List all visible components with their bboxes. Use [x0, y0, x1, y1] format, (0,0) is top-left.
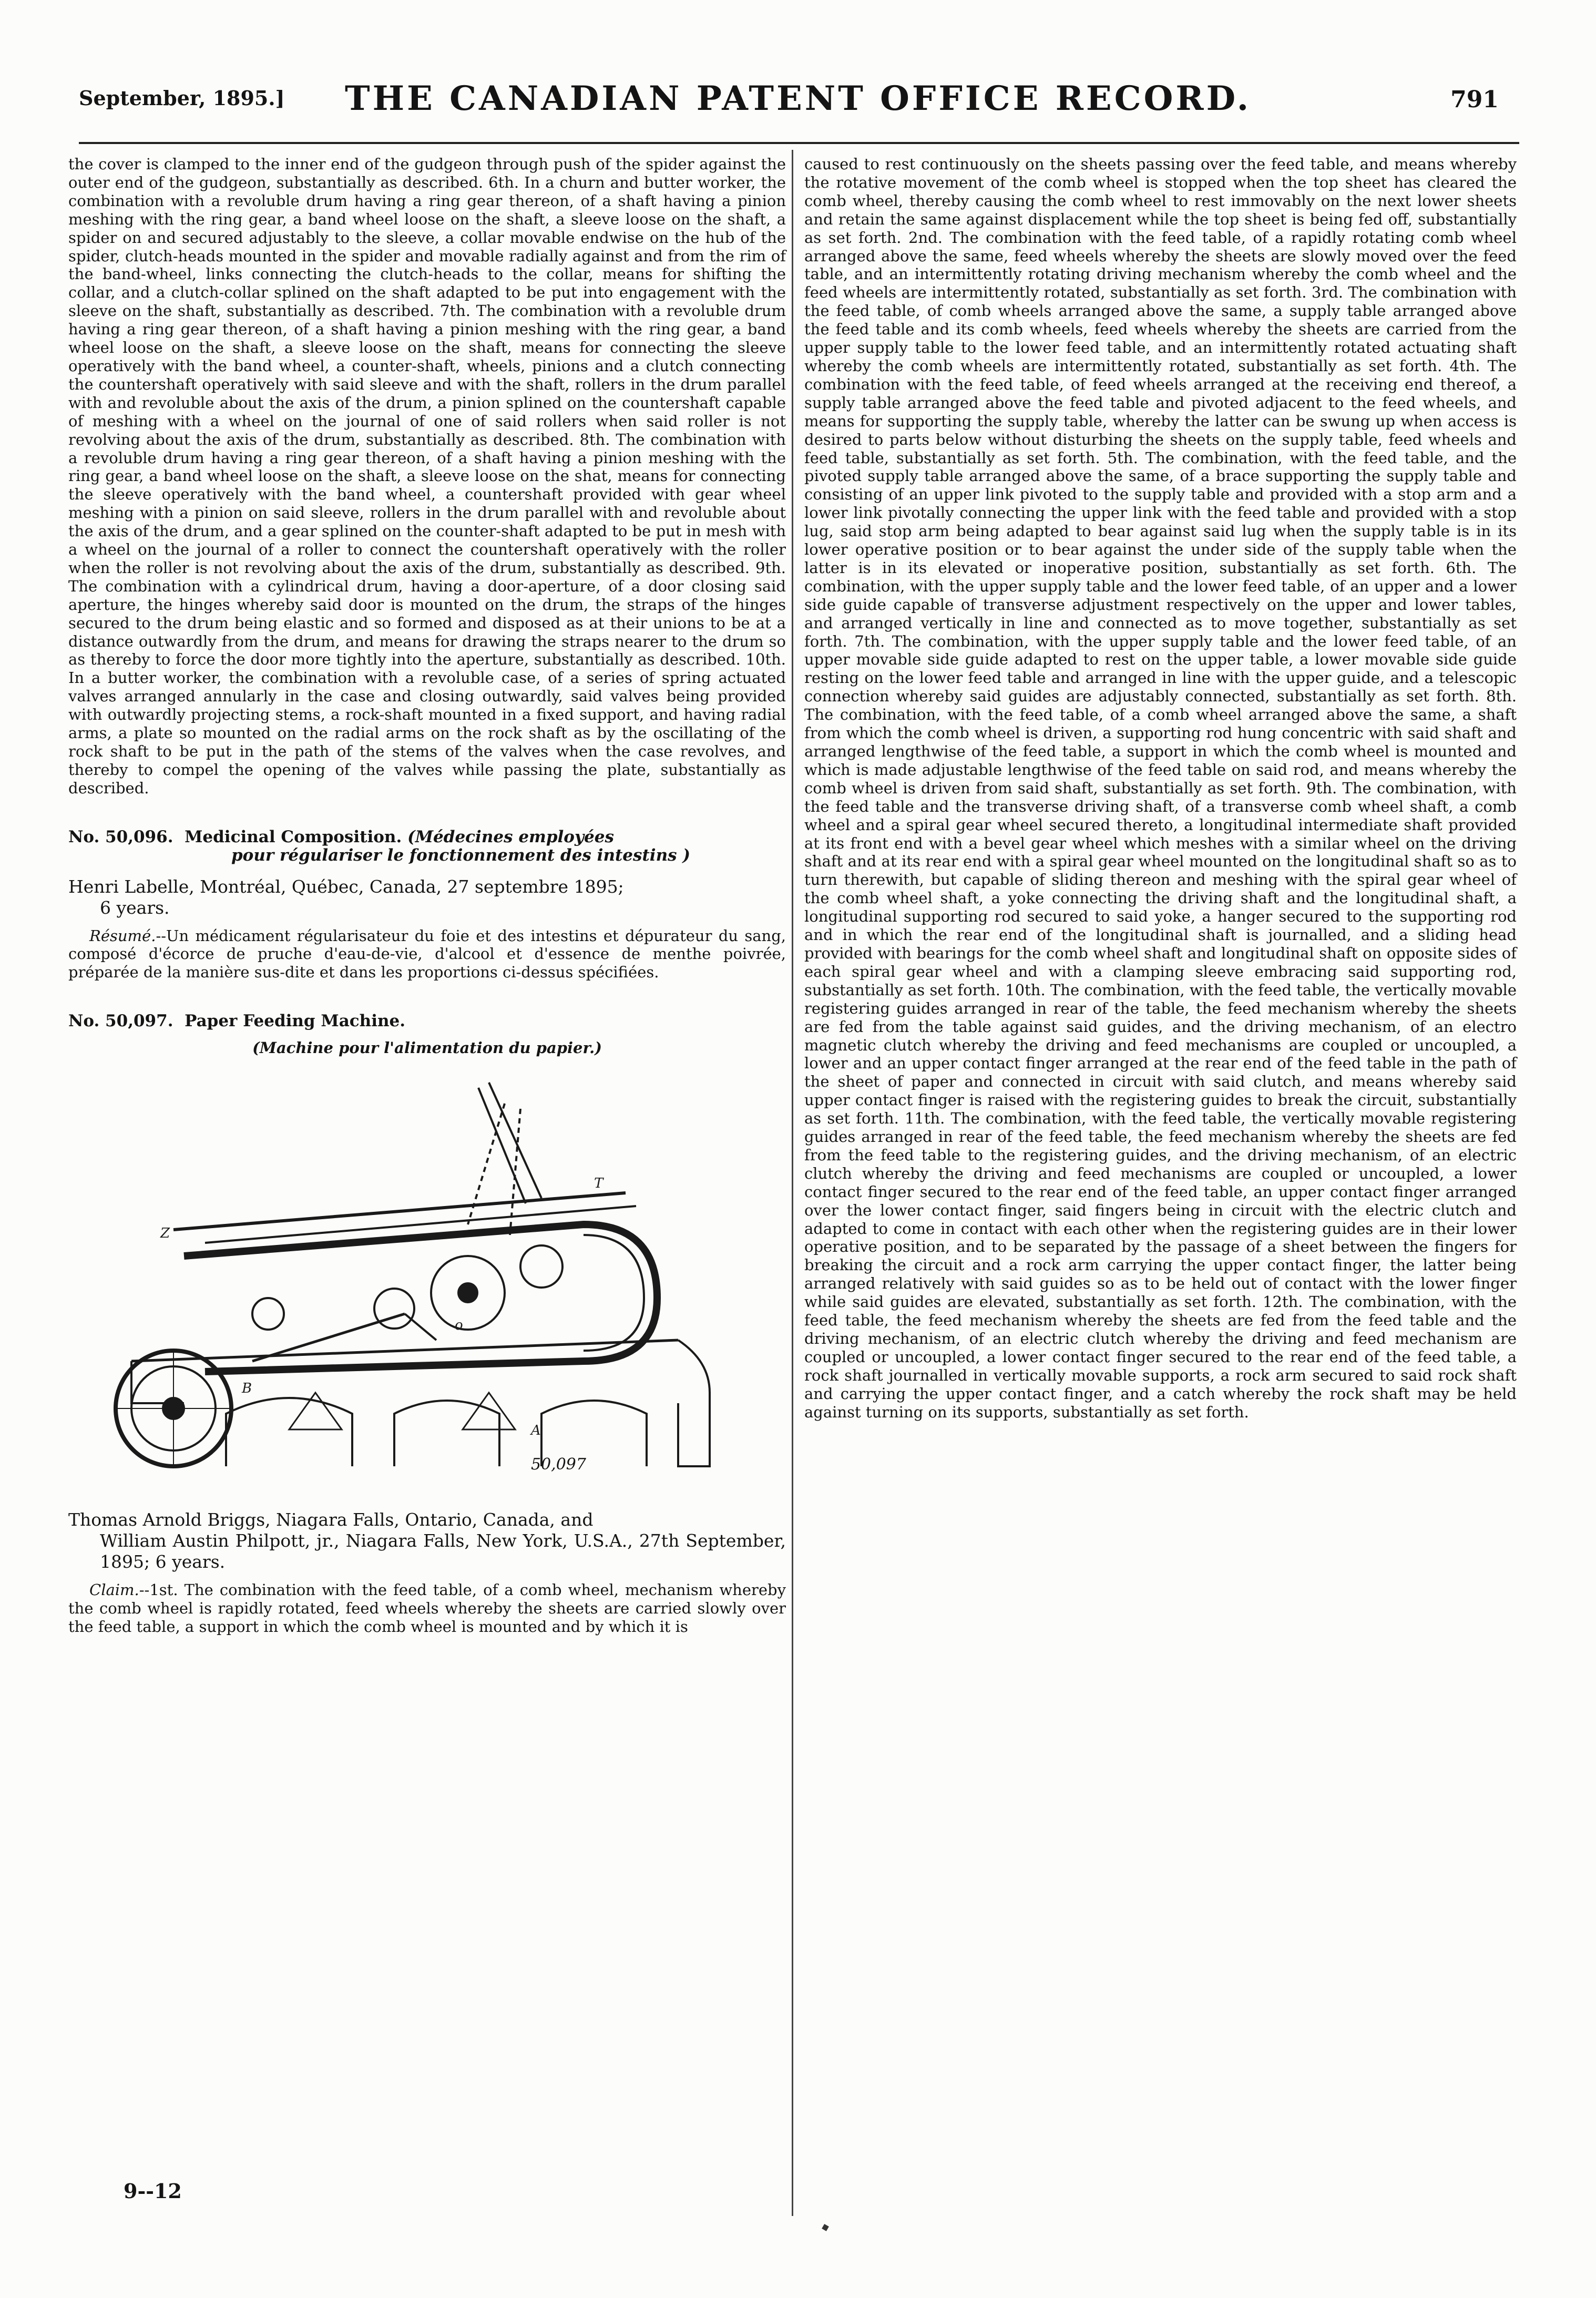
paper-feeding-machine-illustration [68, 1067, 786, 1498]
claim-label: Claim. [89, 1581, 139, 1599]
inventor-continuation: William Austin Philpott, jr., Niagara Falls, New York, U.S.A., 27th September, 1895; 6 years. [100, 1530, 786, 1572]
signature-mark: 9--12 [124, 2179, 182, 2203]
french-title: (Machine pour l'alimentation du papier.) [252, 1039, 602, 1057]
resume-text: --Un médicament régularisateur du foie et des intestins et dépurateur du sang, composé d'écorce de pruche d'eau-de-vie, d'alcool et d'essence de menthe poivrée, préparée de la manière sus-dite et dans les proportions ci-dessus spécifiées. [68, 926, 786, 982]
figure-number: 50,097 [531, 1455, 586, 1474]
column-divider [792, 150, 793, 2216]
header-rule [79, 142, 1519, 144]
issue-date: September, 1895.] [79, 86, 285, 110]
svg-text:T: T [594, 1176, 603, 1192]
svg-text:B: B [242, 1381, 252, 1397]
claim-text: --1st. The combination with the feed table, of a comb wheel, mechanism whereby the comb wheel is rapidly rotated, feed wheels whereby the sheets are carried slowly over the feed table, a support in which the comb wheel is mounted and by which it is [68, 1581, 786, 1636]
svg-text:o: o [455, 1317, 463, 1334]
continued-claims-text: the cover is clamped to the inner end of the gudgeon through push of the spider against the outer end of the gudgeon, substantially as described. 6th. In a churn and butter worker, the combination with a revoluble drum having a ring gear thereon, of a shaft having a pinion meshing with the ring gear, a band wheel loose on the shaft, a sleeve loose on the shaft, a spider on and secured adjustably to the sleeve, a collar movable endwise on the hub of the spider, clutch-heads mounted in the spider and movable radially against and from the rim of the band-wheel, links connecting the clutch-heads to the collar, means for shifting the collar, and a clutch-collar splined on the shaft adapted to be put into engagement with the sleeve on the shaft, substantially as described. 7th. The combination with a revoluble drum having a ring gear thereon, of a shaft having a pinion meshing with the ring gear, a band wheel loose on the shaft, a sleeve loose on the shaft, means for connecting the sleeve operatively with the band wheel, a counter-shaft, wheels, pinions and a clutch connecting the countershaft operatively with said sleeve and with the shaft, rollers in the drum parallel with and revoluble about the axis of the drum, a pinion splined on the countershaft capable of meshing with a wheel on the journal of one of said rollers when said roller is not revolving about the axis of the drum, substantially as described. 8th. The combination with a revoluble drum having a ring gear thereon, of a shaft having a pinion meshing with the ring gear, a band wheel loose on the shaft, a sleeve loose on the shat, means for connecting the sleeve operatively with the band wheel, a countershaft provided with gear wheel meshing with a pinion on said sleeve, rollers in the drum parallel with and revoluble about the axis of the drum, and a gear splined on the counter-shaft adapted to be put in mesh with a wheel on the journal of a roller to connect the countershaft operatively with the roller when the roller is not revolving about the axis of the drum, substantially as described. 9th. The combination with a cylindrical drum, having a door-aperture, of a door closing said aperture, the hinges whereby said door is mounted on the drum, the straps of the hinges secured to the drum being elastic and so formed and disposed as at their unions to be at a distance outwardly from the drum, and means for drawing the straps nearer to the drum so as thereby to force the door more tightly into the aperture, substantially as described. 10th. In a butter worker, the combination with a revoluble case, of a series of spring actuated valves arranged annularly in the case and closing outwardly, said valves being provided with outwardly projecting stems, a rock-shaft mounted in a fixed support, and having radial arms, a plate so mounted on the radial arms on the rock shaft as by the oscillating of the rock shaft to be put in the path of the stems of the valves when the case revolves, and thereby to compel the opening of the valves while passing the plate, substantially as described. [68, 155, 786, 797]
french-title: (Médecines employées [407, 827, 614, 846]
left-column [68, 155, 786, 1636]
inventor-text: Thomas Arnold Briggs, Niagara Falls, Ontario, Canada, and [68, 1509, 594, 1530]
resume-paragraph [68, 927, 786, 982]
inventor-line [68, 1509, 786, 1572]
page-number: 791 [1450, 86, 1499, 113]
patent-number: No. 50,096. [68, 827, 173, 846]
resume-label: Résumé. [89, 926, 156, 945]
inventor-text: Henri Labelle, Montréal, Québec, Canada, 27 septembre 1895; [68, 876, 624, 897]
printer-mark [822, 2224, 829, 2231]
patent-entry-50096-heading [68, 828, 786, 865]
patent-drawing [68, 1067, 786, 1498]
svg-text:A: A [531, 1423, 541, 1439]
claims-continuation-text: caused to rest continuously on the sheets passing over the feed table, and means whereby the rotative movement of the comb wheel is stopped when the top sheet has cleared the comb wheel, thereby causing the comb wheel to rest immovably on the next lower sheets and retain the same against displacement while the top sheet is being fed off, substantially as set forth. 2nd. The combination with the feed table, of a rapidly rotating comb wheel arranged above the same, feed wheels whereby the sheets are slowly moved over the feed table, and an intermittently rotating driving mechanism whereby the comb wheel and the feed wheels are intermittently rotated, substantially as set forth. 3rd. The combination with the feed table, of comb wheels arranged above the same, a supply table arranged above the feed table and its comb wheels, feed wheels whereby the sheets are carried from the upper supply table to the lower feed table, and an intermittently rotated actuating shaft whereby the comb wheels are intermittently rotated, substantially as set forth. 4th. The combination with the feed table, of feed wheels arranged at the receiving end thereof, a supply table arranged above the feed table and pivoted adjacent to the feed wheels, and means for supporting the supply table, whereby the latter can be swung up when access is desired to parts below without disturbing the sheets on the supply table, feed wheels and feed table, substantially as set forth. 5th. The combination, with the feed table, and the pivoted supply table arranged above the same, of a brace supporting the supply table and consisting of an upper link pivoted to the supply table and provided with a stop arm and a lower link pivotally connecting the upper link with the feed table and provided with a stop lug, said stop arm being adapted to bear against said lug when the supply table is in its lower operative position or to bear against the under side of the supply table when the latter is in its elevated or inoperative position, substantially as set forth. 6th. The combination, with the upper supply table and the lower feed table, of an upper and a lower side guide capable of transverse adjustment respectively on the upper and lower tables, and arranged vertically in line and connected as to move together, substantially as set forth. 7th. The combination, with the upper supply table and the lower feed table, of an upper movable side guide adapted to rest on the upper table, a lower movable side guide resting on the lower feed table and arranged in line with the upper guide, and a telescopic connection whereby said guides are adjustably connected, substantially as set forth. 8th. The combination, with the feed table, of a comb wheel arranged above the same, a shaft from which the comb wheel is driven, a supporting rod hung concentric with said shaft and arranged lengthwise of the feed table, a support in which the comb wheel is mounted and which is made adjustable lengthwise of the feed table on said rod, and means whereby the comb wheel is driven from said shaft, substantially as set forth. 9th. The combination, with the feed table and the transverse driving shaft, of a transverse comb wheel shaft, a comb wheel and a spiral gear wheel secured thereto, a longitudinal intermediate shaft provided at its front end with a bevel gear wheel which meshes with a similar wheel on the driving shaft and at its rear end with a spiral gear wheel mounted on the longitudinal shaft so as to turn therewith, but capable of sliding thereon and meshing with the spiral gear wheel of the comb wheel shaft, a yoke connecting the driving shaft and the longitudinal shaft, a longitudinal supporting rod secured to said yoke, a hanger secured to the supporting rod and in which the rear end of the longitudinal shaft is journalled, and a sliding head provided with bearings for the comb wheel shaft and longitudinal shaft on opposite sides of each spiral gear wheel and with a clamping sleeve embracing said supporting rod, substantially as set forth. 10th. The combination, with the feed table, the vertically movable registering guides arranged in rear of the table, the feed mechanism whereby the sheets are fed from the table against said guides, and the driving mechanism, of an electro magnetic clutch whereby the driving and feed mechanisms are coupled or uncoupled, a lower and an upper contact finger arranged at the rear end of the feed table in the path of the sheet of paper and connected in circuit with said clutch, and means whereby said upper contact finger is raised with the registering guides to break the circuit, substantially as set forth. 11th. The combination, with the feed table, the vertically movable registering guides arranged in rear of the feed table, the feed mechanism whereby the sheets are fed from the feed table to the registering guides, and the driving mechanism, of an electric clutch whereby the driving and feed mechanisms are coupled or uncoupled, a lower contact finger secured to the rear end of the feed table, an upper contact finger arranged over the lower contact finger, said fingers being in circuit with the electric clutch and adapted to come in contact with each other when the registering guides are in their lower operative position, and to be separated by the passage of a sheet between the fingers for breaking the circuit and a rock arm carrying the upper contact finger, the latter being arranged relatively with said guides so as to be held out of contact with the lower finger while said guides are elevated, substantially as set forth. 12th. The combination, with the feed table, the feed mechanism whereby the sheets are fed from the feed table and the driving mechanism, of an electric clutch whereby the driving and feed mechanism are coupled or uncoupled, a lower contact finger secured to the rear end of the feed table, a rock shaft journalled in vertically movable supports, a rock arm secured to said rock shaft and carrying the upper contact finger, and a catch whereby the rock shaft may be held against turning on its supports, substantially as set forth. [804, 155, 1517, 1421]
french-title-continuation: pour régulariser le fonctionnement des intestins ) [231, 845, 691, 865]
patent-entry-50097-heading [68, 1012, 786, 1030]
svg-text:Z: Z [160, 1225, 170, 1242]
patent-number: No. 50,097. [68, 1012, 173, 1031]
publication-title: THE CANADIAN PATENT OFFICE RECORD. [344, 79, 1252, 118]
right-column [804, 155, 1517, 1422]
inventor-line [68, 876, 786, 918]
patent-title: Paper Feeding Machine. [185, 1012, 406, 1031]
page-header [0, 79, 1596, 137]
inventor-term: 6 years. [100, 897, 170, 918]
patent-title: Medicinal Composition. [185, 827, 402, 846]
claim-paragraph [68, 1581, 786, 1636]
